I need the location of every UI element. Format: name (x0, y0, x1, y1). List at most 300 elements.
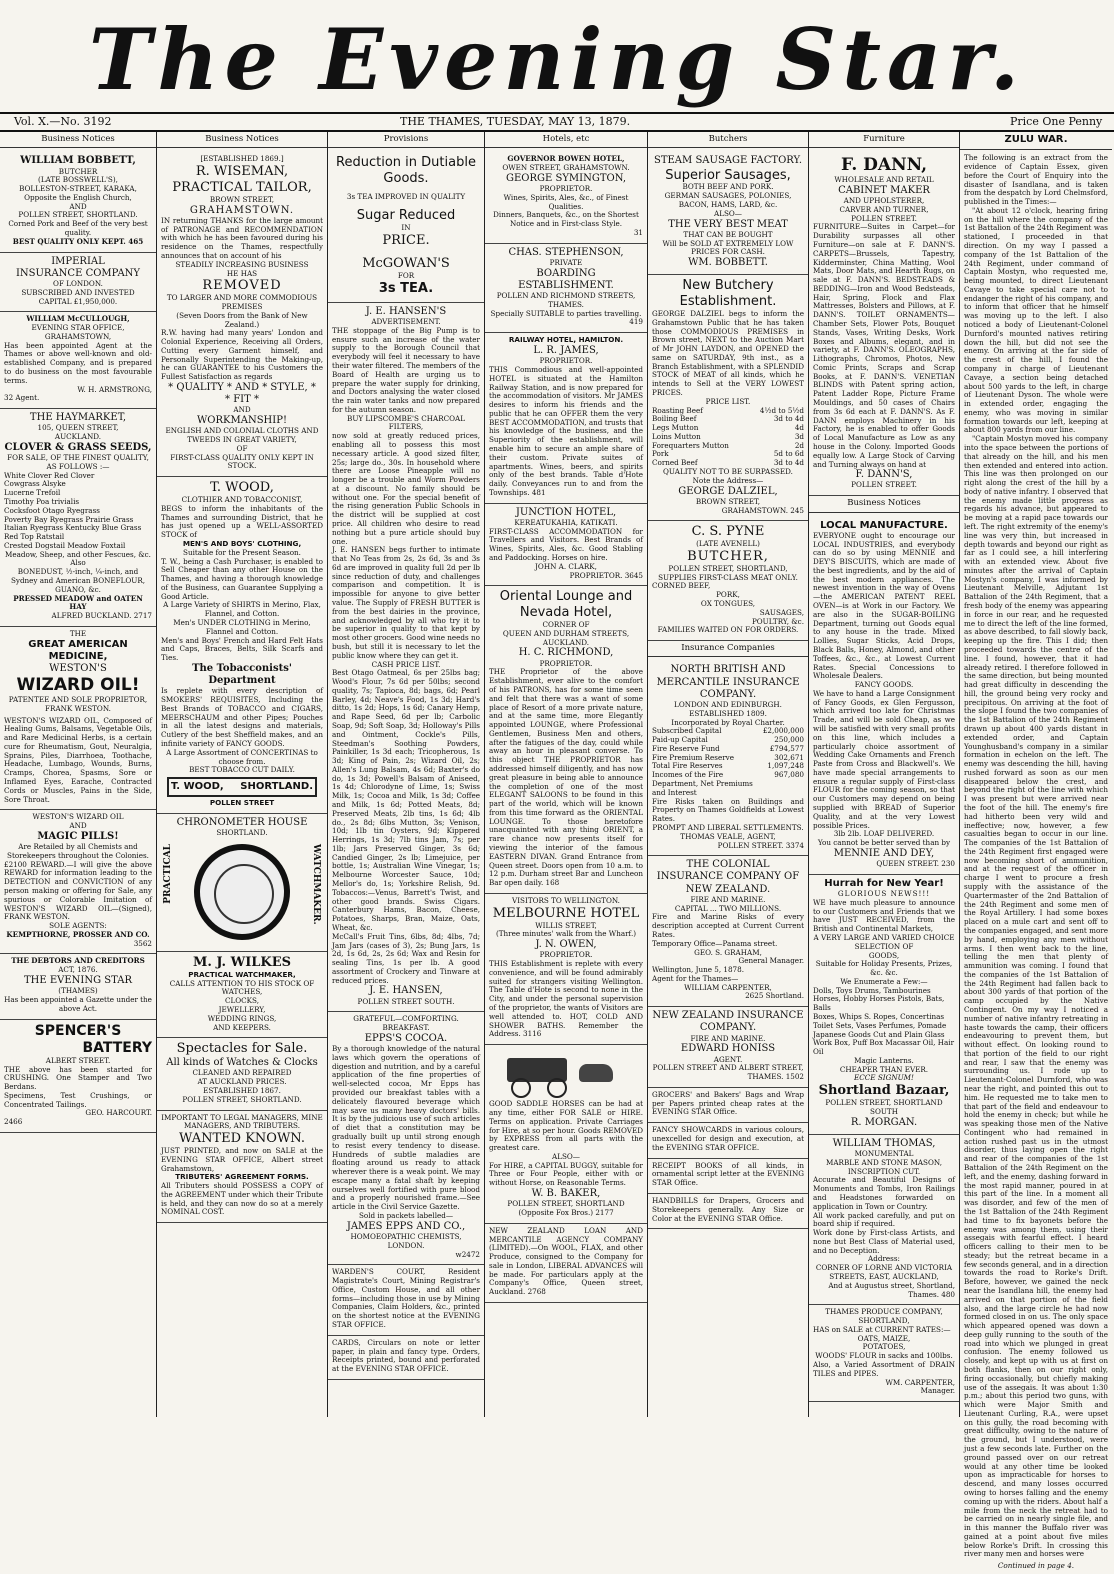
seed-row: Red Top Ratstail (4, 532, 65, 542)
ad-imperial-insurance (0, 253, 156, 313)
ad-line: POLLEN STREET. (851, 213, 917, 223)
goods-row: Dolls, Toys Drums, Tambourines (813, 985, 931, 995)
ad-line: POLLEN STREET, SHORTLAND, (668, 563, 788, 573)
ad-line: THAMES. (548, 299, 584, 309)
ad-line: OX TONGUES, (700, 598, 756, 608)
column-provisions (328, 132, 485, 1417)
ad-title: EPPS'S COCOA. (364, 1032, 448, 1044)
ad-line: CAPITAL £1,950,000. (38, 296, 118, 306)
ad-body: R.W. having had many years' London and Colonial Experience, Receiving all Orders, Cutting every Garment himself, and Personally Superintending the Making-up, he can GUARANTEE to his Customers the Fullest Satisfaction as regards (161, 328, 323, 382)
ad-line: PROPRIETOR. (539, 356, 593, 366)
ad-line: PORK, (716, 590, 740, 600)
ad-title: THE EVENING STAR (23, 975, 133, 987)
ad-title: THAMES PRODUCE COMPANY, (825, 1307, 943, 1317)
ad-dann-furniture (809, 152, 959, 496)
ad-body: For HIRE, a CAPITAL BUGGY, suitable for Three or Four People, either with or without Horse, on Reasonable Terms. (489, 1160, 643, 1188)
ad-line: INSCRIPTION CUT. (847, 1166, 921, 1176)
ad-title: THE HAYMARKET, (29, 412, 127, 424)
ad-title: MAGIC PILLS! (37, 830, 119, 842)
seed-row: Italian Ryegrass Kentucky Blue Grass (4, 523, 142, 533)
vertical-label: PRACTICAL (163, 844, 173, 904)
ad-body: By a thorough knowledge of the natural laws which govern the operations of digestion and nutrition, and by a careful application of the fine properties of well-selected cocoa, Mr Epps has provided our breakfast tables with a delicately flavoured beverage which may save us many heavy doctors' bills. It is by the judicious use of such articles of diet that a constitution may be gradually built up until strong enough to resist every tendency to disease. Hundreds of subtle maladies are floating around us ready to attack wherever there is a weak point. We may escape many a fatal shaft by keeping ourselves well fortified with pure blood and a properly nourished frame.—See article in the Civil Service Gazette. (332, 1044, 480, 1212)
price-value: 3d to 4d (773, 414, 804, 424)
ad-line: IMPORTANT TO LEGAL MANAGERS, MINE MANAGERS, AND TRIBUTERS. (161, 1112, 323, 1131)
column-zulu-war (960, 132, 1112, 1571)
ad-line: VISITORS TO WELLINGTON. (512, 895, 620, 905)
ad-line: Specially SUITABLE to parties travelling. (490, 308, 642, 318)
ad-magic-pills (0, 810, 156, 954)
ad-title: CABINET MAKER (838, 184, 930, 196)
ad-line: POLLEN AND RICHMOND STREETS, (496, 291, 636, 301)
ad-line: ENGLISH AND COLONIAL CLOTHS AND TWEEDS IN GREAT VARIETY, (165, 426, 319, 445)
ad-line: We Enumerate a Few:— (840, 976, 928, 986)
ad-line: Manager. (920, 1386, 955, 1396)
figure-label: Subscribed Capital (652, 726, 722, 736)
ad-cards: CARDS, Circulars on note or letter paper, in plain and fancy type. Orders, Receipts printed, bound and perforated at the EVENING STAR OFFICE. (328, 1336, 484, 1380)
price-value: 4½d to 5½d (759, 405, 804, 415)
goods-row: Toilet Sets, Vases Perfumes, Pomade (813, 1020, 947, 1030)
ad-thomas-mason (809, 1135, 959, 1305)
ad-line: WEDDING RINGS, (207, 1013, 277, 1023)
ad-line: SHORTLAND. (216, 828, 268, 838)
ad-line: 3s TEA IMPROVED IN QUALITY (346, 192, 466, 202)
ad-line: Wines, Spirits, Ales, &c., of Finest Qualities. (503, 192, 629, 211)
ad-title: WANTED KNOWN. (179, 1131, 305, 1147)
ad-signature: GEO. HARCOURT. (85, 1108, 152, 1118)
ad-line: POLLEN STREET. (851, 480, 917, 490)
ad-line: POTATOES, (862, 1342, 906, 1352)
ad-line: 2466 (4, 1117, 23, 1127)
figure-value: 967,080 (774, 770, 804, 780)
ad-line: Dinners, Banquets, &c., on the Shortest Notice and in First-class Style. (493, 210, 639, 229)
ad-shortland-bazaar (809, 875, 959, 1135)
ad-line: POLLEN STREET SOUTH. (357, 996, 455, 1006)
ad-line: [ESTABLISHED 1869.] (200, 154, 284, 164)
ad-colonial-insurance (648, 856, 808, 1007)
ad-title: BATTERY (82, 1039, 152, 1056)
ad-line: Will be SOLD AT EXTREMELY LOW (662, 238, 794, 248)
issue-date: THE THAMES, TUESDAY, MAY 13, 1879. (400, 115, 631, 128)
ad-line: POLLEN STREET. 3374 (717, 840, 804, 850)
ad-body: Has been appointed a Gazette under the above Act. (4, 995, 152, 1013)
ad-line: ESTABLISHED 1867. (203, 1085, 281, 1095)
ad-line: ALSO— (714, 208, 742, 218)
ad-title: STEAM SAUSAGE FACTORY. (653, 155, 803, 167)
ad-baker-saddle-horses (485, 1045, 647, 1224)
section-heading: Business Notices (809, 496, 959, 512)
ad-line: LONDON. (387, 1240, 425, 1250)
ad-title: LOCAL MANUFACTURE. (820, 519, 948, 531)
ad-line: PATENTEE AND SOLE PROPRIETOR, (8, 694, 148, 704)
ad-title: Reduction in Dutiable (336, 155, 476, 171)
ad-wilkes-watchmaker (157, 952, 327, 1038)
ad-signature: W. B. BAKER, (531, 1187, 601, 1199)
ad-line: MONUMENTAL (854, 1149, 914, 1159)
ad-line: AUCKLAND. (54, 432, 102, 442)
ad-line: (THAMES) (58, 986, 98, 996)
ad-line: POLLEN STREET, SHORTLAND (507, 1199, 625, 1209)
ad-line: JEWELLERY, (218, 1005, 266, 1015)
ad-line: (LATE AVENELL) (696, 539, 760, 549)
ad-line: FIRE AND MARINE. (690, 894, 766, 904)
ad-line: BEST QUALITY ONLY KEPT. 465 (12, 236, 144, 246)
page-body (0, 132, 1114, 1571)
ad-mcgowan (328, 152, 484, 303)
ad-signature: F. DANN'S, (855, 469, 913, 481)
ad-body: IN returning THANKS for the large amount of PATRONAGE and RECOMMENDATION with which he has been favoured during his residence on the Thames, respectfully announces that on account of his (161, 215, 323, 260)
clock-icon (194, 844, 290, 940)
ad-line: AND (69, 201, 87, 211)
ad-line: KEREATUKAHIA, KATIKATI. (514, 517, 618, 527)
ad-line: ALBERT STREET. (45, 1055, 111, 1065)
ad-line: POULTRY, &c. (751, 616, 804, 626)
ad-oriental-lounge (485, 586, 647, 894)
figure-label: Paid-up Capital (652, 735, 708, 745)
figure-value: 302,671 (774, 752, 804, 762)
section-heading: Furniture (809, 132, 959, 148)
column-butchers (648, 132, 809, 1417)
ad-line: BEST TOBACCO CUT DAILY. (189, 765, 295, 775)
ad-title: JUNCTION HOTEL, (515, 506, 617, 518)
ad-pyne-butcher (648, 521, 808, 641)
ad-line: All kinds of Watches & Clocks (166, 1057, 318, 1069)
ad-line: QUEEN STREET. 230 (876, 859, 955, 869)
ad-line: You cannot be better served than by (817, 838, 951, 848)
ad-line: CAPITAL ... TWO MILLIONS. (674, 903, 782, 913)
ad-signature: J. E. HANSEN, (369, 985, 443, 997)
column-hotels (485, 132, 648, 1417)
seed-row: White Clover Red Clover (4, 470, 95, 480)
ad-line: Meadow, Sheep, and other Fescues, &c. (5, 549, 151, 559)
price-value: 5d to 6d (773, 449, 804, 459)
ad-epps-cocoa (328, 1012, 484, 1265)
ad-line: GRATEFUL—COMFORTING. (353, 1014, 459, 1024)
ad-signature: GEO. S. GRAHAM, (694, 947, 762, 957)
ad-line: CHEAPER THAN EVER. (839, 1064, 929, 1074)
ad-body: THIS Commodious and well-appointed HOTEL is situated at the Hamilton Railway Station, and is now prepared for the accommodation of visitors. Mr JAMES desires to inform his friends and the public that he can OFFER them the very BEST ACCOMMODATION, and trusts that his knowledge of the business, and the Superiority of the establishment, will enable him to secure an ample share of their custom. Private suites of apartments. Wines, beers, and spirits only of the best brands. Table d'Hote daily. Conveyances run to and from the Townships. 481 (489, 365, 643, 497)
ad-body: THE Proprietor of the above Establishment, ever alive to the comfort of his PATRONS, has for some time seen and felt that there was a want of some place of Resort of a more private nature, and at the same time, more Elegantly appointed LOUNGE, where Professional Gentlemen, Business Men and others, after the fatigues of the day, could while away an hour in pleasant converse. To this object THE PROPRIETOR has addressed himself diligently, and has now great pleasure in being able to announce the completion of one of the most ELEGANT SALOONS to be found in this part of the world, which will be known from this time forward as the ORIENTAL LOUNGE. To those heretofore unacquainted with any thing ORIENT, a rare chance now presents itself for viewing the interior of the famous EASTERN DIVAN. Grand Entrance from Queen street. Doors open from 10 a.m. to 12 p.m. Durham street Bar and Luncheon Bar open daily. 168 (489, 667, 643, 888)
ad-line: SAUSAGES, (759, 607, 804, 617)
ad-line: QUEEN AND DURHAM STREETS, (502, 628, 630, 638)
figure-value: £794,577 (769, 743, 804, 753)
ad-title: BUTCHER, (687, 548, 769, 564)
goods-row: Work Box, Puff Box Macassar Oil, Hair Oil (813, 1038, 955, 1057)
ad-line: PRESSED MEADOW and OATEN HAY (13, 593, 143, 612)
ad-title: New Butchery Establishment. (679, 278, 777, 310)
ad-line: PROMPT AND LIBERAL SETTLEMENTS. (652, 822, 804, 832)
ad-line: A Large Variety of SHIRTS in Merino, Flax, Flannel, and Cotton. (163, 600, 321, 619)
price-item: Loins Mutton (652, 431, 701, 441)
ad-title: F. DANN, (840, 155, 928, 176)
ad-line: BUTCHER (58, 166, 98, 176)
ad-line: KEMPTHORNE, PROSSER AND CO. (6, 929, 150, 939)
ad-wizard-oil (0, 627, 156, 810)
ad-line: POLLEN STREET, SHORTLAND. (18, 210, 138, 220)
ad-title: MELBOURNE HOTEL (492, 905, 640, 921)
ad-line: SHORTLAND, (858, 1316, 910, 1326)
ad-junction-hotel (485, 504, 647, 587)
ad-title: BOARDING ESTABLISHMENT. (518, 267, 614, 291)
ad-line: PROPRIETOR. (539, 658, 593, 668)
figure-label: Fire Premium Reserve (652, 752, 734, 762)
ad-title: SHORTLAND. (240, 781, 313, 793)
ad-line: WESTON'S WIZARD OIL (32, 812, 124, 822)
seed-row: Lucerne Trefoil (4, 488, 61, 498)
ad-showcards: FANCY SHOWCARDS in various colours, unexcelled for design and execution, at the EVENING STAR OFFICE. (648, 1123, 808, 1158)
ad-title: THE DEBTORS AND CREDITORS (11, 956, 145, 966)
price-value: 2d (794, 440, 804, 450)
ad-line: AND KEEPERS. (213, 1022, 271, 1032)
ad-title: GREAT AMERICAN MEDICINE, (28, 638, 128, 662)
ad-title: WIZARD OIL! (16, 675, 140, 696)
ad-line: GRAHAMSTOWN. (189, 204, 295, 216)
seed-row: Timothy Poa trivialis (4, 496, 80, 506)
ad-signature: W. H. ARMSTRONG, (77, 384, 152, 394)
section-heading: Business Notices (157, 132, 327, 148)
ad-line: SUPPLIES FIRST-CLASS MEAT ONLY. (658, 572, 798, 582)
ad-grocers-bags: GROCERS' and Bakers' Bags and Wrap per Papers printed cheap rates at the EVENING STAR Office. (648, 1088, 808, 1123)
price: Price One Penny (1010, 115, 1103, 128)
ad-title: WESTON'S (49, 663, 107, 675)
ad-body: Also, a Varied Assortment of DRAIN TILES and PIPES. (813, 1360, 955, 1378)
ad-title: INSURANCE COMPANY (15, 267, 141, 279)
ad-title: The Tobacconists' Department (192, 662, 292, 687)
ad-haymarket (0, 409, 156, 627)
ad-line: OF LONDON. (53, 278, 103, 288)
ad-line: ALSO— (552, 1151, 580, 1161)
ad-line: Are Retailed by all Chemists and Storekeepers throughout the Colonies. (7, 842, 149, 860)
article-headline: ZULU WAR. (960, 132, 1112, 150)
ad-line: Corned Pork and Beef of the very best quality. (8, 219, 148, 238)
ad-line: (Seven Doors from the Bank of New Zealand.) (176, 310, 308, 329)
ad-line: A VERY LARGE AND VARIED CHOICE SELECTION OF (813, 932, 955, 951)
ad-line: QUALITY NOT TO BE SURPASSED. (663, 467, 793, 477)
ad-line: Suitable for the Present Season. (183, 547, 301, 557)
ad-line: A Large Assortment of CONCERTINAS to choose from. (166, 747, 318, 766)
price-item: Roasting Beef (652, 405, 703, 415)
ad-line: Agent for the Thames— (652, 973, 739, 983)
ad-line: L. R. JAMES, (533, 345, 599, 357)
ad-title: McGOWAN'S (362, 256, 450, 272)
ad-tributers-forms (157, 1111, 327, 1224)
ad-line: GRAHAMSTOWN, (44, 331, 112, 341)
ad-line: THE (69, 628, 87, 638)
ad-title: PRACTICAL TAILOR, (172, 180, 312, 195)
ad-line: BONEDUST, ½-inch, ¼-inch, and Sydney and American BONEFLOUR, GUANO, &c. (10, 567, 146, 594)
ad-title: Spectacles for Sale. (176, 1041, 308, 1057)
ad-line: WORKMANSHIP! (197, 415, 287, 427)
ad-line: CLOCKS, (225, 996, 259, 1006)
ad-nz-loan: NEW ZEALAND LOAN AND MERCANTILE AGENCY COMPANY (LIMITED).—On WOOL, FLAX, and other Produce, consigned to the Company for sale in London, LIBERAL ADVANCES will be made. For particulars apply at the Company's Office, Queen street, Auckland. 2768 (485, 1224, 647, 1303)
ad-governor-bowen (485, 152, 647, 243)
ad-line: Magic Lanterns. (854, 1055, 914, 1065)
ad-signature: WM. BOBBETT. (688, 257, 768, 269)
seed-row: Crested Dogstail Meadow Foxtail (4, 540, 126, 550)
price-value: 4d (794, 423, 804, 433)
ad-title: PRACTICAL WATCHMAKER, (188, 969, 296, 979)
seed-row: Cowgrass Alsyke (4, 479, 66, 489)
ad-title: C. S. PYNE (691, 524, 765, 540)
ad-title: THE COLONIAL INSURANCE COMPANY OF NEW ZEALAND. (656, 859, 800, 895)
ad-line: CALLS ATTENTION TO HIS STOCK OF (169, 978, 315, 988)
ad-line: CLOTHIER AND TOBACCONIST, (181, 495, 303, 505)
ad-body: HAS on SALE at CURRENT RATES:— (813, 1324, 951, 1334)
ad-line: EVENING STAR OFFICE, (31, 323, 125, 333)
ad-line: BREAKFAST. (382, 1023, 430, 1033)
ad-railway-hotel (485, 333, 647, 503)
ad-handbills: HANDBILLS for Drapers, Grocers and Storekeepers generally. Any Size or Color at the EVENING STAR Office. (648, 1194, 808, 1229)
ad-line: AS FOLLOWS :— (46, 461, 110, 471)
figure-value: 250,000 (774, 735, 804, 745)
goods-row: Japanese Goods Cut and Plain Glass (813, 1029, 945, 1039)
ad-signature: WILLIAM CARPENTER, (684, 982, 772, 992)
ad-line: SOLE AGENTS: (49, 921, 107, 931)
ad-line: PRICES FOR CASH. (691, 247, 765, 257)
ad-signature: JOHN A. CLARK, (535, 561, 597, 571)
column-furniture (809, 132, 960, 1417)
ad-line: Note the Address— (692, 475, 764, 485)
section-heading: Insurance Companies (648, 641, 808, 657)
ad-title: WILLIAM BOBBETT, (20, 155, 136, 167)
ad-title: SPENCER'S (34, 1022, 122, 1039)
ad-title: M. J. WILKES (192, 955, 292, 971)
ad-line: PRICE LIST. (705, 396, 751, 406)
ad-line: MARBLE AND STONE MASON, (826, 1157, 942, 1167)
ad-signature: J. N. OWEN, (535, 939, 597, 951)
ad-title: T. WOOD, (210, 480, 274, 496)
masthead (0, 0, 1114, 118)
price-item: Legs Mutton (652, 423, 699, 433)
continued-note: Continued in page 4. (997, 1561, 1075, 1571)
ad-title: Sugar Reduced (356, 207, 456, 223)
ad-bobbett (0, 152, 156, 252)
ad-line: PROPRIETOR. 3645 (569, 570, 643, 580)
ad-signature: THOMAS VEALE, AGENT, (680, 831, 776, 841)
ad-line: BOLLESTON-STREET, KARAKA, (19, 184, 137, 194)
ad-body: Best Otago Oatmeal, 6s per 25lbs bag; Wood's Flour, 7s 6d per 50lbs; second quality, 7s; Tapioca, 8d; bags, 6d; Pearl Barley, 4d; Neave's Food, 1s 3d; Hard's ditto, 1s 2d; Hops, 1s 6d; Canary Hemp, and Rape Seed, 6d per lb; Carbolic Soap, 9d; Soft Soap, 3d; Holloway's Pills and Ointment, Cockle's Pills, Steedman's Soothing Powders, Painkiller, 1s 3d each; Tricopherous, 1s 3d; King of Pain, 2s; Wizard Oil, 2s; Allen's Lung Balsam, 4s 6d; Baxter's do do, 1s 3d; Powell's Balsam of Aniseed, 1s 4d; Chlorodyne of Lime, 1s; Swiss Milk, 1s; Cocoa and Milk, 1s 3d; Coffee and Milk, 1s 6d; Potted Meats, 8d; Preserved Meats, 2lb tins, 1s 6d; 4lb do., 2s 8d; 6lbs Mutton, 3s; Venison, 10d; 1lb tin Oysters, 9d; Kippered Herrings, 1s 3d; 7lb tins Jam, 7s; per 1lb; Jars Preserved Ginger, 3s 6d; Candied Ginger, 2s lb; Limejuice, per bottle, 1s; Australian Wine Vinegar, 1s; Melbourne Worcester Sauce, 10d; Mellor's do, 1s; Yorkshire Relish, 9d. Tobaccos:—Venus, Barrett's Twist, and other good brands. Swiss Cigars. Canterbury Hams, Bacon, Cheese, Potatoes, Sharps, Bran, Maize, Oats, Wheat, &c. (332, 668, 480, 932)
ad-title: J. E. HANSEN'S (365, 305, 447, 317)
ad-line: OWEN STREET, GRAHAMSTOWN. (502, 163, 630, 173)
ad-body: We have to hand a Large Consignment of Fancy Goods, ex Glen Fergusson, which arrived too late for Christmas Trade, and will be sold Cheap, as we will be satisfied with very small profits on this line, which includes a particularly choice assortment of Wedding Cake Ornaments and French Paste from Cross and Blackwell's. We have made special arrangements to ensure a regular supply of First-class FLOUR for the coming season, so that our Customers may depend on being supplied with BREAD of Superior Quality, and at the very Lowest possible Prices. (813, 688, 955, 830)
ad-line: PROPRIETOR. (539, 950, 593, 960)
ad-body: FIRST-CLASS ACCOMMODATION for Travellers and Visitors. Best Brands of Wines, Spirits, Ales, &c. Good Stabling and Paddocking. Horses on hire. (489, 526, 643, 563)
ad-title: 3s TEA. (378, 281, 434, 296)
ad-line: STEADILY INCREASING BUSINESS (175, 259, 309, 269)
ad-line: GRAHAMSTOWN. 245 (721, 505, 804, 515)
figure-row (652, 771, 804, 797)
ad-line: Also (70, 558, 86, 568)
ad-body: J. E. HANSEN begs further to intimate that No Teas from 2s, 2s 6d, 3s and 3s 6d are improved in quality full 2d per lb since reduction of duty, and challenges comparison and competition. It is impossible for anyone to give better value. The Supply of FRESH BUTTER is from the best dairies in the province, and acknowledged by all who try it to be superior in quality to that kept by most other grocers. Good wine needs no bush, but still it is necessary to let the public know where they can get it. (332, 545, 480, 660)
ad-line: FIRST-CLASS QUALITY ONLY KEPT IN STOCK. (170, 452, 314, 471)
ad-line: Opposite the English Church, (24, 192, 132, 202)
figure-value: 1,097,248 (767, 761, 804, 771)
ad-body: Men's and Boys' French and Hard Felt Hats and Caps, Braces, Belts, Silk Scarfs and Ties. (161, 635, 323, 663)
ad-body: Has been appointed Agent at the Thames or above well-known and old-established Company, and is prepared to do business on the most favourable terms. (4, 340, 152, 385)
ad-title: GEORGE SYMINGTON, (505, 172, 627, 184)
ad-body: EVERYONE ought to encourage our LOCAL INDUSTRIES, and everybody can do so by using MENNIE and DEY'S BISCUITS, which are made of the best ingredients, and by the aid of the best modern appliances. The newest invention in the way of Ovens—the AMERICAN PATENT REEL OVEN—is at Work in our Factory. We are also in the SUGAR-BOILING Department, turning out Goods equal to any house in the trade. Mixed Lollies, Sugar Sticks, Acid Drops, Black Balls, Honey, Almond, and other Toffees, &c., &c., at Lowest Current Rates. Special Concessions to Wholesale Dealers. (813, 530, 955, 681)
ad-title: TRIBUTERS' AGREEMENT FORMS. (175, 1172, 309, 1182)
ad-line: THAT CAN BE BOUGHT (683, 229, 773, 239)
volume-number: Vol. X.—No. 3192 (14, 115, 112, 128)
ad-line: Men's UNDER CLOTHING in Merino, Flannel and Cotton. (173, 618, 311, 636)
ad-body: All Tributers should POSSESS a COPY of the AGREEMENT under which their Tribute is held, and they can now do so at a merely NOMINAL COST. (161, 1181, 323, 1217)
price-list (652, 407, 804, 468)
ad-dalziel-butchery (648, 275, 808, 521)
ad-line: * FIT * (225, 394, 259, 406)
ad-north-british (648, 661, 808, 856)
column-business-1 (0, 132, 157, 1417)
ad-title: RAILWAY HOTEL, HAMILTON. (508, 335, 624, 345)
ad-line: * QUALITY * AND * STYLE, * (168, 381, 316, 393)
ad-line: Incorporated by Royal Charter. (671, 717, 785, 727)
ad-title: GOVERNOR BOWEN HOTEL, (507, 154, 625, 164)
ad-signature: JAMES EPPS AND CO., (346, 1220, 466, 1232)
ad-line: Wellington, June 5, 1878. (652, 965, 744, 975)
ad-line: TO LARGER AND MORE COMMODIOUS PREMISES (166, 293, 318, 311)
wood-banner (167, 777, 317, 797)
ad-stephenson (485, 244, 647, 333)
ad-line: AND (69, 821, 87, 831)
ad-title: Superior Sausages, (665, 167, 791, 183)
ad-line: And at Augustus street, Shortland, Thames. 480 (828, 1280, 955, 1299)
ad-title: NORTH BRITISH AND MERCANTILE INSURANCE COMPANY. (656, 664, 800, 700)
price-item: Boiling Beef (652, 414, 697, 424)
ad-line: THAMES. 1502 (747, 1072, 804, 1082)
newspaper-title: The Evening Star. (88, 10, 1026, 109)
ad-spectacles (157, 1038, 327, 1110)
ad-body: T. W., being a Cash Purchaser, is enabled to Sell Cheaper than any other House on the Thames, and having a thorough knowledge of the Business, can Guarantee Supplying a Good Article. (161, 556, 323, 601)
section-heading: Butchers (648, 132, 808, 148)
ad-body: GEORGE DALZIEL begs to inform the Grahamstown Public that he has taken those COMMODIOUS PREMISES in Brown street, NEXT to the Auction Mart of Mr JOHN LAYDON, and OPENED the same on SATURDAY, 9th inst., as a Branch Establishment, with a SPLENDID STOCK of MEAT of all kinds, which he intends to Sell at the VERY LOWEST PRICES. (652, 308, 804, 397)
ad-line: PROPRIETOR. (539, 184, 593, 194)
price-item: Corned Beef (652, 458, 698, 468)
ad-body: Accurate and Beautiful Designs of Monuments and Tombs, Iron Railings and Headstones forwarded on application in Town or Country. (813, 1175, 955, 1211)
figures-table (652, 727, 804, 797)
section-heading: Provisions (328, 132, 484, 148)
ad-line: BROWN STREET, (695, 496, 761, 506)
ad-line: OATS, MAIZE, (857, 1333, 911, 1343)
ad-body: WESTON'S WIZARD OIL, Composed of Healing Gums, Balsams, Vegetable Oils, and Rare Medicinal Herbs, is a certain cure for Rheumatism, Gout, Neuralgia, Sprains, Piles, Diarrhoea, Toothache, Headache, Lumbago, Wounds, Burns, Cramps, Chorea, Spasms, Sore or Inflamed Eyes, Earache, Contracted Cords or Muscles, Pains in the Side, Sore Throat. (4, 715, 152, 804)
ad-title: THE VERY BEST MEAT (668, 218, 788, 230)
ad-line: OF (236, 443, 248, 453)
section-heading: Hotels, etc (485, 132, 647, 148)
ad-signature: EDWARD HONISS (680, 1043, 776, 1055)
ad-spencers-battery (0, 1020, 156, 1133)
ad-receipt-books: RECEIPT BOOKS of all kinds, in ornamental script letter at the EVENING STAR Office. (648, 1159, 808, 1194)
ad-line: ACT, 1876. (58, 965, 98, 975)
ad-thames-produce (809, 1305, 959, 1402)
ad-body: Fire Risks taken on Buildings and Property on Thames Goldfields at Lowest Rates. (652, 796, 804, 824)
ad-line: 31 (633, 228, 643, 238)
ad-line: WOODS' FLOUR in sacks and 100lbs. (815, 1351, 953, 1361)
ad-body: £2100 REWARD.—I will give the above REWARD for information leading to the DETECTION and CONVICTION of any person making or offering for Sale, any spurious or Colorable Imitation of WESTON'S WIZARD OIL—(Signed), FRANK WESTON. (4, 859, 152, 922)
ad-line: CARVER AND TURNER, (839, 204, 929, 214)
article-paragraph: "Captain Mostyn moved his company into the space between the portions of that already on the hill, and his men then extended and entered into action. This line was then prolonged on our right along the crest of the hill by a body of native infantry. I observed that the enemy made little progress as regards his advance, but appeared to be moving at a rapid pace towards our left. The right extremity of the enemy's line was very thin, but increased in depth towards and beyond our right as far as I could see, a hill interfering with an extended view. About five minutes after the arrival of Captain Mostyn's company, I was informed by Lieutenant Melville, Adjutant 1st Battalion of the 24th Regiment, that a fresh body of the enemy was appearing in force in our rear, and he requested me to direct the left of the line formed, as above described, to fall slowly back, keeping up the fire. This I did; then proceeded towards the centre of the line. I found, however, that it had already retired. I therefore followed in the same direction, but being mounted had great difficulty in descending the hill, the ground being very rocky and precipitous. On arriving at the foot of the slope I found the two companies of the 1st Battalion of the 24th Regiment drawn up about 400 yards distant in extended order, and Captain Younghusband's company in a similar formation in echelon on the left. The enemy was descending the hill, having rushed forward as soon as our men disappeared below the crest, and beyond the right of the line with which I was present but were arrived near the foot of the hill. The enemy's fire had hitherto been very wild and ineffective; now, however, a few casualties began to occur in our line. The companies of the 1st Battalion of the 24th Regiment first engaged were now becoming short of ammunition, and at the request of the officer in charge I went to procure a fresh supply with the assistance of the Quartermaster of the 2nd Battalion of the 24th Regiment and some men of the Royal Artillery. I had some boxes placed on a mule cart and sent off to the companies engaged, and sent more by hand, employing any men without arms. I then went back to the line, telling the men that plenty of ammunition was coming. I found that the companies of the 1st Battalion of the 24th Regiment had fallen back to about 300 yards of that portion of the camp occupied by the Native Contingent. On my way I noticed a number of native infantry retreating in haste towards the camp, their officers endeavouring to prevent them, but without effect. On looking round to that portion of the field to our right and rear, I saw that the enemy was surrounding us. I rode up to Lieutenant-Colonel Durnford, who was near the right, and pointed this out to him. He requested me to take men to that part of the field and endeavour to hold the enemy in check; but while he was speaking those men of the Native Contingent who had remained in action rushed past us in the utmost disorder, thus laying open the right and rear of the companies of the 1st Battalion of the 24th Regiment on the left, and the enemy, dashing forward in the most rapid manner, poured in at this part of the line. In a moment all was disorder, and few of the men of the 1st Battalion of the 24th Regiment had time to fix bayonets before the enemy was among them, using their assegais with fearful effect. I heard officers calling to their men to be steady; but the retreat became in a few seconds general, and in a direction towards the road to Rorke's Drift. Before, however, we gained the neck near the Isandlana hill, the enemy had arrived on that portion of the field also, and the large circle he had now formed closed in on us. The only space which appeared opened was down a deep gully running to the south of the road into which we plunged in great confusion. The enemy followed us closely, and kept up with us at first on both flanks, then on our right only, firing occasionally, but chiefly making use of the assegais. It was about 1:30 p.m.; about this period two guns, with which were Major Smith and Lieutenant Curling, R.A., were upset on this gully, the road becoming with great difficulty, owing to the nature of the ground, but I understood, were just a few seconds late. Further on the ground passed over on our retreat would at any other time be looked upon as impracticable for horses to descend, and many losses occurred owing to horses falling and the enemy coming up with the riders. About half a mile from the neck the retreat had to be carried on in nearly single file, and in this manner the Buffalo river was gained at a point about five miles below Rorke's Drift. In crossing this river many men and horses were (964, 434, 1108, 1559)
ad-hansen (328, 303, 484, 1013)
ad-wiseman-tailor (157, 152, 327, 477)
ad-line: FANCY GOODS. (854, 680, 914, 690)
ad-line: (LATE BOSSWELL'S), (38, 175, 118, 185)
ad-line: AUCKLAND. (542, 637, 590, 647)
ad-signature: MENNIE AND DEY, (833, 847, 935, 859)
ad-body: Work done by First-class Artists, and none but Best Class of Material used, and no Deception. (813, 1228, 955, 1255)
seed-row: Cocksfoot Otago Ryegrass (4, 505, 100, 515)
ad-line: ADVERTISEMENT. (371, 317, 441, 327)
ad-nz-insurance (648, 1007, 808, 1088)
ad-line: BROWN STREET, (209, 194, 275, 204)
ad-line: ESTABLISHED 1809. (689, 708, 767, 718)
ad-title: WILLIAM THOMAS, (832, 1137, 936, 1149)
